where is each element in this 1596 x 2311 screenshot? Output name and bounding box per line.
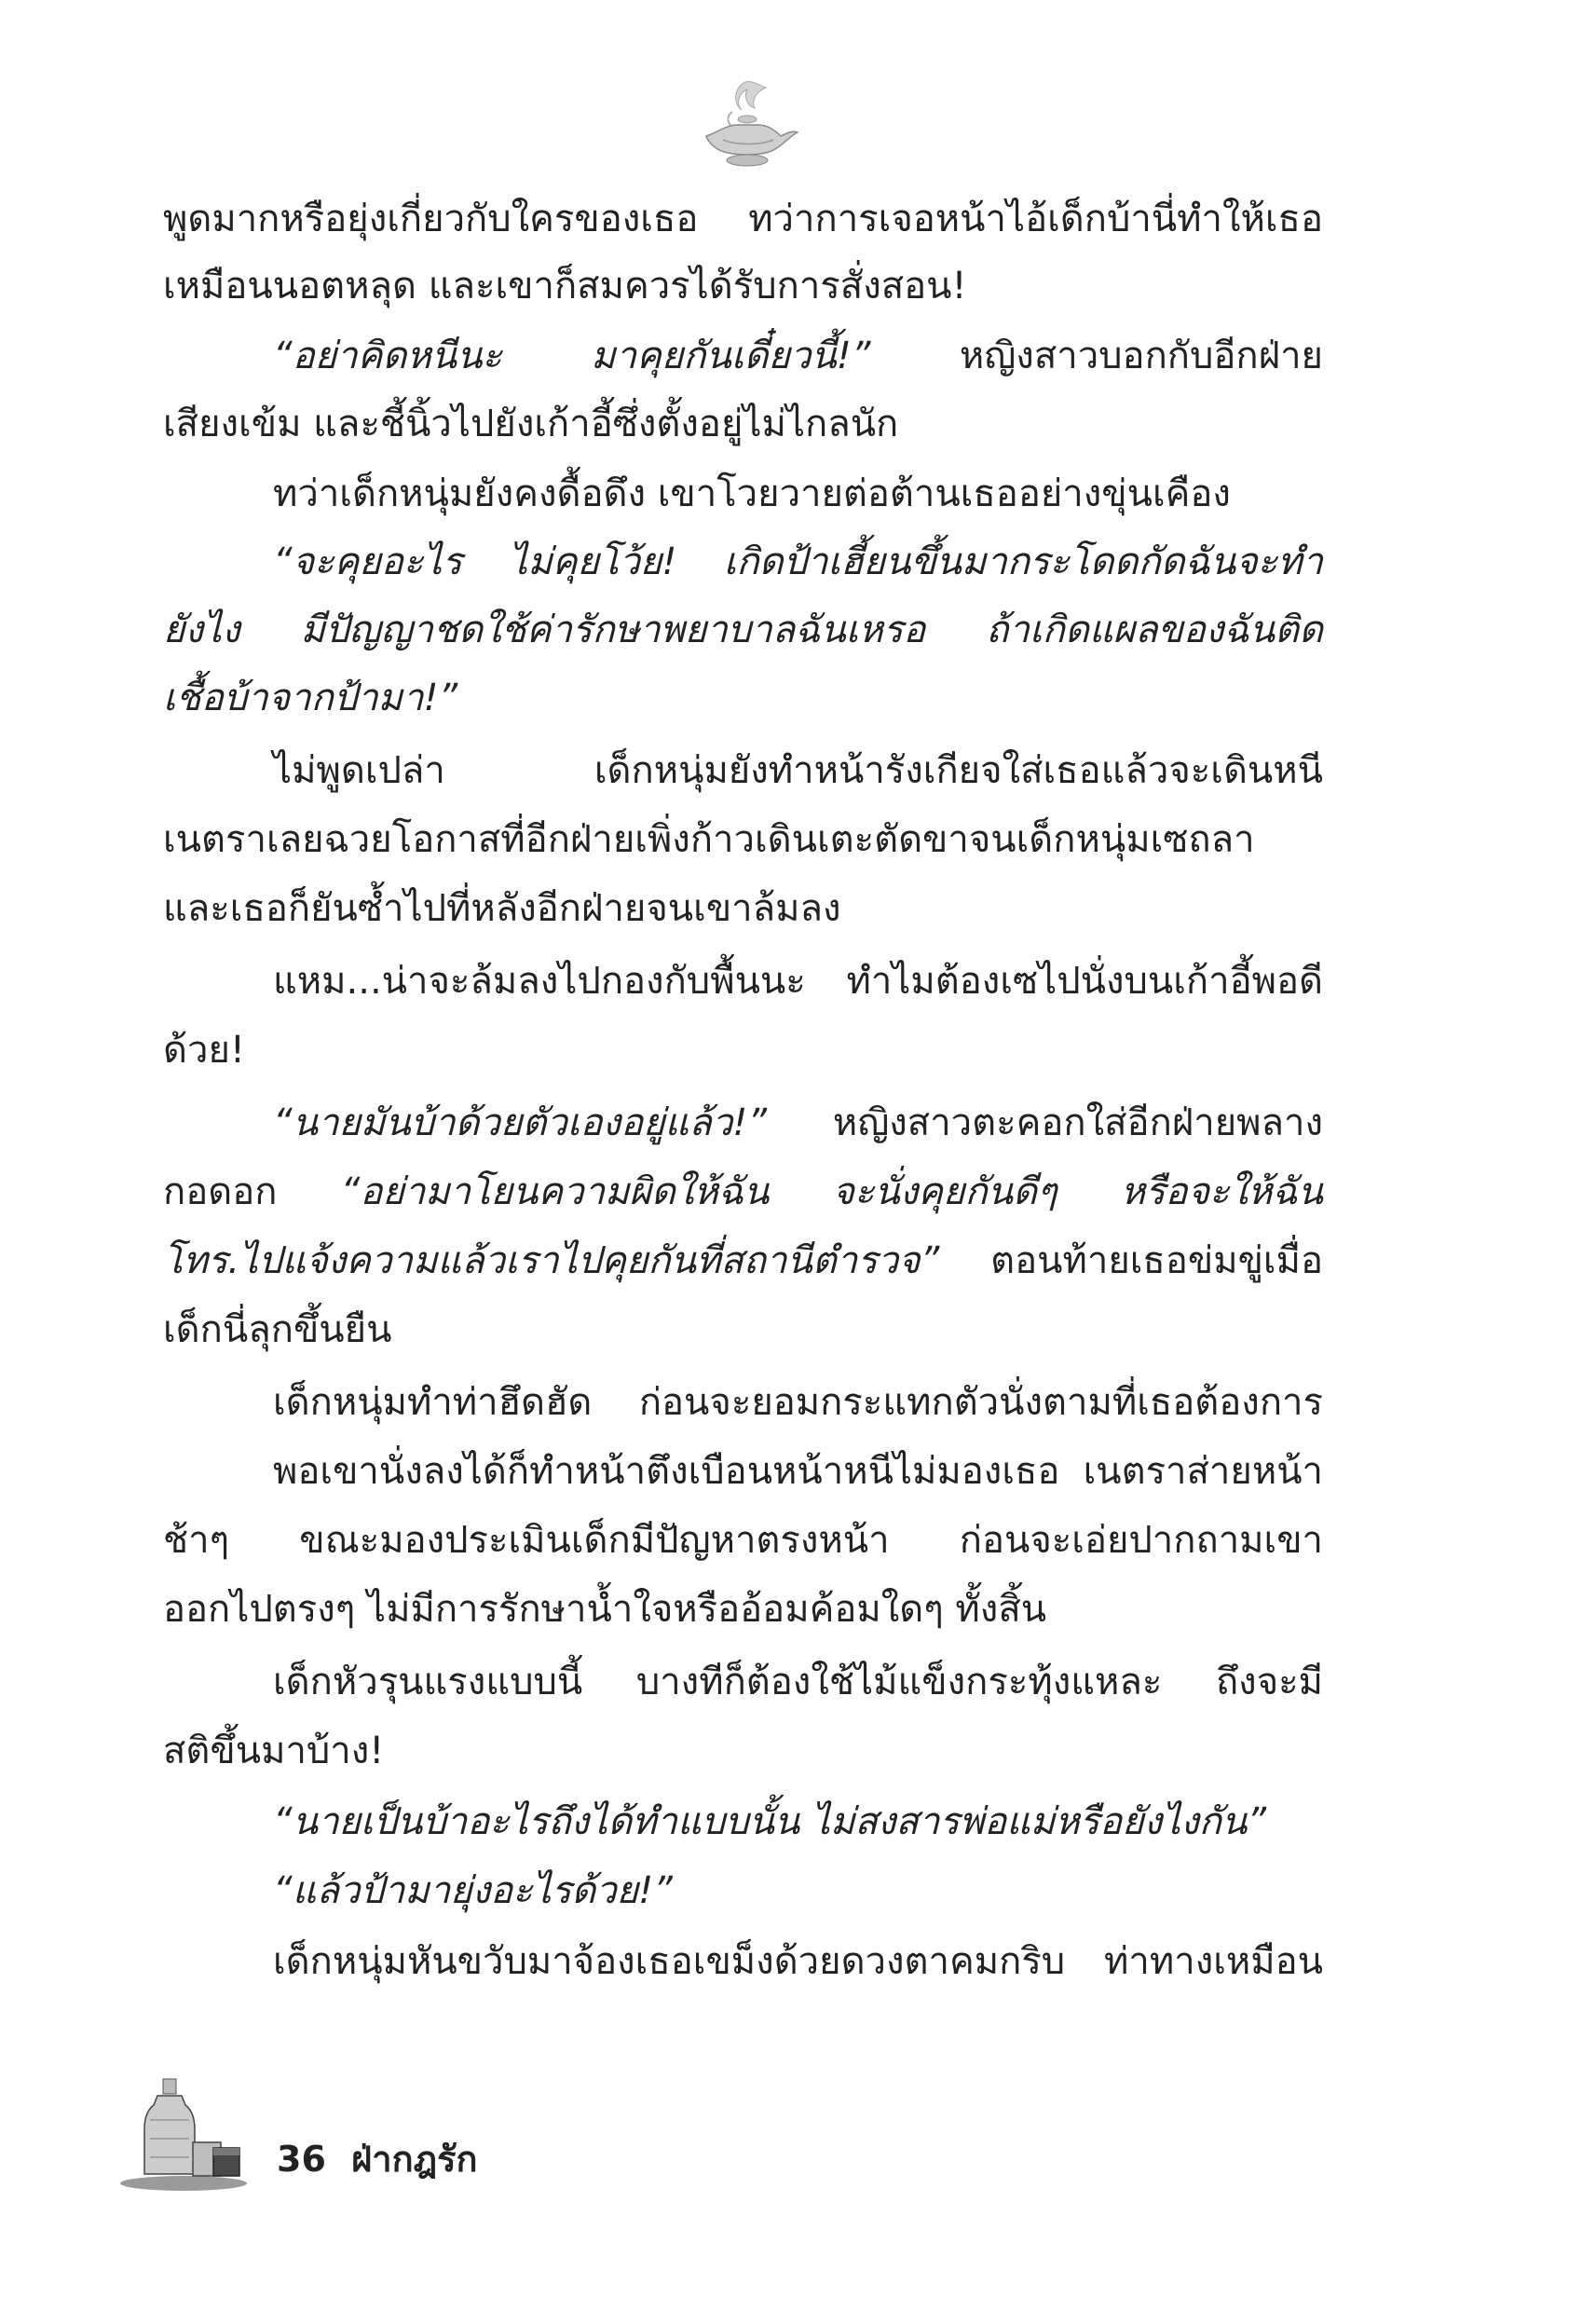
- text-line: ออกไปตรงๆ ไม่มีการรักษาน้ำใจหรืออ้อมค้อมใดๆ ทั้งสิ้น: [163, 1588, 1047, 1631]
- dialogue: “นายมันบ้าด้วยตัวเองอยู่แล้ว!”: [273, 1101, 768, 1144]
- text-line: เด็กหนุ่มหันขวับมาจ้องเธอเขม็งด้วยดวงตาคมกริบ ท่าทางเหมือน: [273, 1940, 1323, 1983]
- text-line: ทว่าเด็กหนุ่มยังคงดื้อดึง เขาโวยวายต่อต้านเธออย่างขุ่นเคือง: [273, 472, 1231, 515]
- text-line: ไม่พูดเปล่า เด็กหนุ่มยังทำหน้ารังเกียจใส่เธอแล้วจะเดินหนี: [273, 749, 1323, 792]
- page-number: 36: [277, 2139, 326, 2180]
- text-line: เด็กนี่ลุกขึ้นยืน: [163, 1308, 392, 1351]
- text-line: เนตราเลยฉวยโอกาสที่อีกฝ่ายเพิ่งก้าวเดินเตะตัดขาจนเด็กหนุ่มเซถลา: [163, 818, 1255, 861]
- text-line: พูดมากหรือยุ่งเกี่ยวกับใครของเธอ ทว่าการเจอหน้าไอ้เด็กบ้านี่ทำให้เธอ: [163, 198, 1323, 240]
- dialogue: “อย่าคิดหนีนะ มาคุยกันเดี๋ยวนี้!”: [273, 335, 871, 377]
- text-line: พอเขานั่งลงได้ก็ทำหน้าตึงเบือนหน้าหนีไม่มองเธอ เนตราส่ายหน้า: [273, 1450, 1323, 1493]
- book-title: ฝ่ากฎรัก: [351, 2139, 478, 2180]
- text-line: [273, 1095, 1323, 1151]
- text-line: เหมือนนอตหลุด และเขาก็สมควรได้รับการสั่งสอน!: [163, 265, 967, 308]
- text-line: [273, 328, 1323, 384]
- text-line: แหม...น่าจะล้มลงไปกองกับพื้นนะ ทำไมต้องเซไปนั่งบนเก้าอี้พอดี: [273, 960, 1323, 1003]
- narration: หญิงสาวตะคอกใส่อีกฝ่ายพลาง: [767, 1101, 1323, 1144]
- text-line: ช้าๆ ขณะมองประเมินเด็กมีปัญหาตรงหน้า ก่อนจะเอ่ยปากถามเขา: [163, 1519, 1323, 1562]
- text-line: เสียงเข้ม และชี้นิ้วไปยังเก้าอี้ซึ่งตั้งอยู่ไม่ไกลนัก: [163, 403, 899, 445]
- dialogue: โทร.ไปแจ้งความแล้วเราไปคุยกันที่สถานีตำรวจ”: [163, 1239, 940, 1282]
- dialogue: “อย่ามาโยนความผิดให้ฉัน จะนั่งคุยกันดีๆ หรือจะให้ฉัน: [340, 1170, 1323, 1213]
- decanter-glasses-icon: [116, 2073, 256, 2195]
- text-line: “จะคุยอะไร ไม่คุยโว้ย! เกิดป้าเฮี้ยนขึ้นมากระโดดกัดฉันจะทำ: [273, 540, 1323, 583]
- text-line: และเธอก็ยันซ้ำไปที่หลังอีกฝ่ายจนเขาล้มลง: [163, 887, 841, 930]
- text-line: “นายเป็นบ้าอะไรถึงได้ทำแบบนั้น ไม่สงสารพ่อแม่หรือยังไงกัน”: [273, 1800, 1267, 1843]
- genie-lamp-icon: [689, 75, 801, 177]
- narration: ตอนท้ายเธอข่มขู่เมื่อ: [939, 1239, 1323, 1282]
- text-line: [163, 1164, 1323, 1220]
- text-line: สติขึ้นมาบ้าง!: [163, 1730, 385, 1772]
- text-line: เด็กหนุ่มทำท่าฮึดฮัด ก่อนจะยอมกระแทกตัวนั่งตามที่เธอต้องการ: [273, 1381, 1323, 1424]
- text-line: เชื้อบ้าจากป้ามา!”: [163, 677, 458, 719]
- narration: กอดอก: [163, 1170, 341, 1213]
- text-line: [163, 1233, 1323, 1289]
- text-line: ยังไง มีปัญญาชดใช้ค่ารักษาพยาบาลฉันเหรอ ถ้าเกิดแผลของฉันติด: [163, 609, 1323, 651]
- text-line: ด้วย!: [163, 1029, 245, 1072]
- narration: หญิงสาวบอกกับอีกฝ่าย: [870, 335, 1323, 377]
- text-line: “แล้วป้ามายุ่งอะไรด้วย!”: [273, 1869, 673, 1912]
- text-line: เด็กหัวรุนแรงแบบนี้ บางทีก็ต้องใช้ไม้แข็งกระทุ้งแหละ ถึงจะมี: [273, 1661, 1323, 1703]
